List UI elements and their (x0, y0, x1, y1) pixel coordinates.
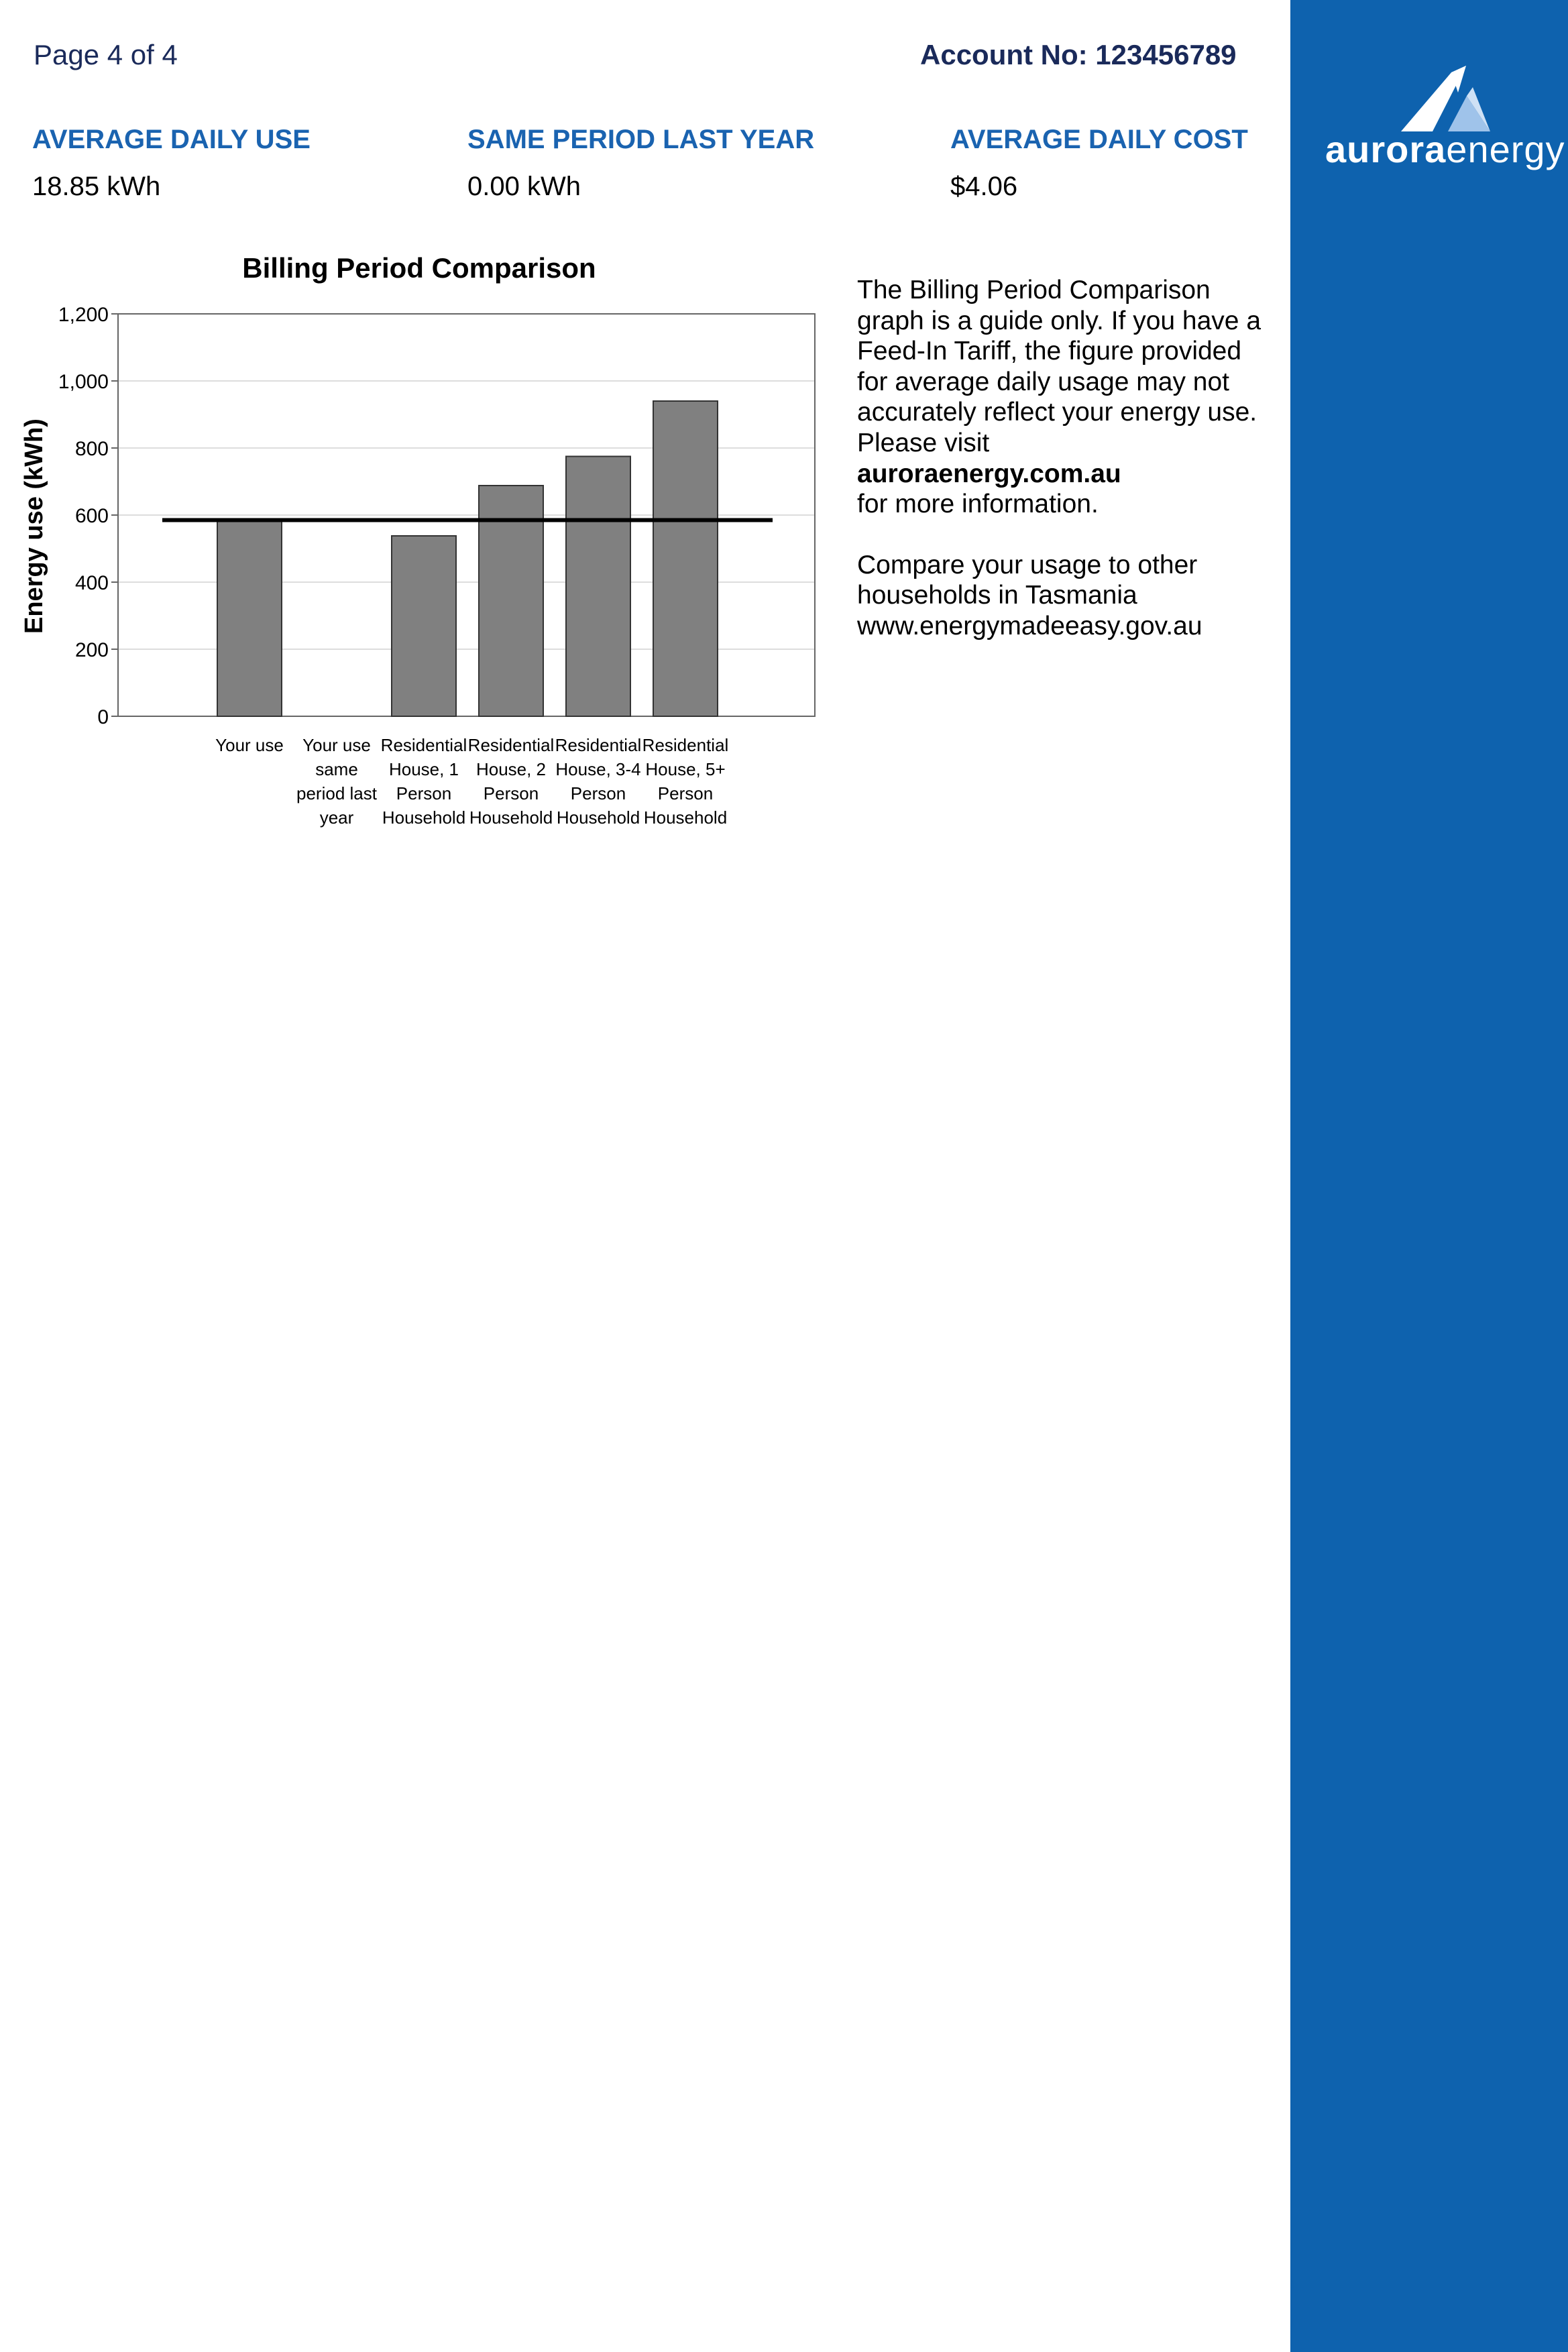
y-tick-label: 0 (97, 706, 109, 728)
y-tick-label: 400 (74, 572, 109, 594)
compare-paragraph: Compare your usage to other households in Tasmania (857, 550, 1198, 610)
average-daily-cost-label: AVERAGE DAILY COST (950, 125, 1248, 154)
billing-period-comparison-chart (0, 0, 845, 845)
x-tick-label: Residential House, 3-4 Person Household (555, 735, 642, 828)
same-period-last-year-value: 0.00 kWh (467, 172, 581, 201)
bar (217, 520, 282, 717)
account-number: Account No: 123456789 (920, 39, 1237, 70)
y-tick-label: 800 (74, 438, 109, 460)
average-daily-use-value: 18.85 kWh (32, 172, 161, 201)
chart-title: Billing Period Comparison (242, 252, 596, 284)
brand-sidebar (1290, 0, 1568, 2352)
x-tick-label: Residential House, 1 Person Household (380, 735, 467, 828)
bar (653, 401, 718, 716)
info-text (857, 275, 1273, 642)
brand-name (1325, 127, 1565, 171)
average-daily-cost-value: $4.06 (950, 172, 1018, 201)
x-tick-label: Your use (215, 735, 284, 755)
info-paragraph-end: for more information. (857, 490, 1099, 519)
x-tick-label: Residential House, 5+ Person Household (642, 735, 729, 828)
aurora-website-link[interactable]: auroraenergy.com.au (857, 459, 1121, 488)
chart-y-axis-label: Energy use (kWh) (20, 418, 48, 634)
y-tick-label: 1,200 (58, 304, 109, 326)
brand-name-light: energy (1446, 128, 1565, 170)
brand-name-bold: aurora (1325, 128, 1447, 170)
y-tick-label: 1,000 (58, 371, 109, 393)
average-daily-use-label: AVERAGE DAILY USE (32, 125, 311, 154)
bar (392, 536, 456, 716)
info-paragraph: The Billing Period Comparison graph is a guide only. If you have a Feed-In Tariff, the figure provided for average daily usage may not accurately reflect your energy use. Please visit (857, 276, 1262, 457)
y-tick-label: 200 (74, 639, 109, 661)
y-tick-label: 600 (74, 505, 109, 527)
same-period-last-year-label: SAME PERIOD LAST YEAR (467, 125, 815, 154)
bar (566, 457, 630, 717)
x-tick-label: Residential House, 2 Person Household (467, 735, 555, 828)
energymadeeasy-link[interactable]: www.energymadeeasy.gov.au (857, 611, 1202, 640)
page-number: Page 4 of 4 (34, 39, 178, 70)
x-tick-label: Your use same period last year (296, 735, 377, 828)
